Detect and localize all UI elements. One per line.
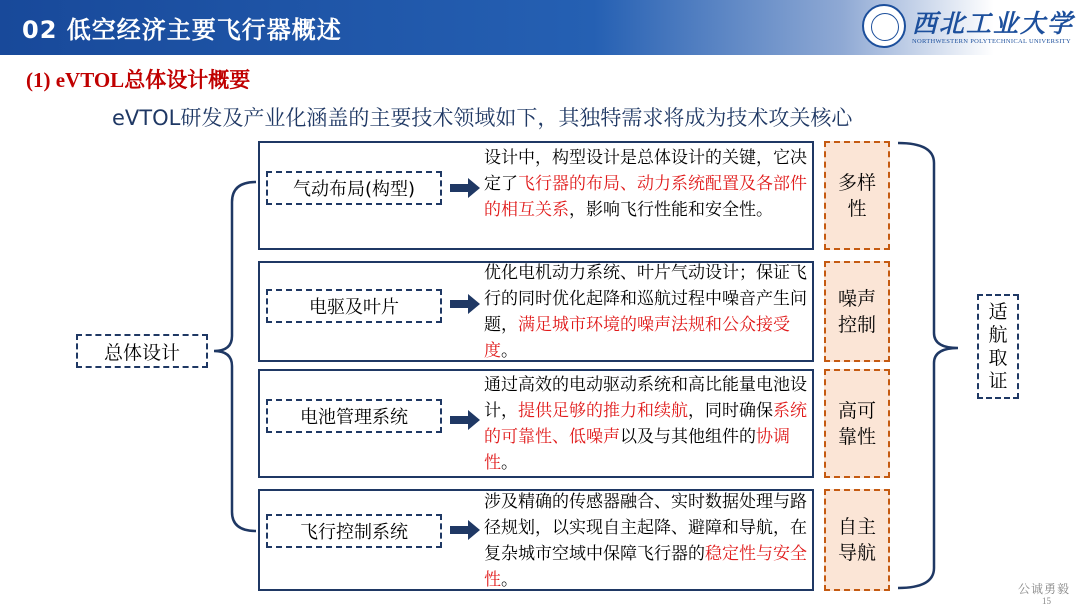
row-label-aero-layout: 气动布局(构型) <box>266 171 442 205</box>
row-desc-electric-drive <box>484 260 810 364</box>
row-label-battery-management: 电池管理系统 <box>266 399 442 433</box>
highlight-text: 稳定性与安全性 <box>484 544 807 590</box>
root-node-overall-design: 总体设计 <box>76 334 208 368</box>
desc-text: 。 <box>501 341 518 361</box>
highlight-text: 提供足够的推力和续航 <box>518 401 688 421</box>
desc-text: 。 <box>501 570 518 590</box>
tag-label: 多样性 <box>837 171 876 220</box>
desc-text: 通过高效的电动驱动系统和高比能量电池设计， <box>484 375 807 421</box>
side-node-airworthiness <box>977 294 1019 399</box>
desc-text: 设计中，构型设计是总体设计的关键，它决定了 <box>484 148 807 194</box>
section-title: (1) eVTOL总体设计概要 <box>26 68 251 92</box>
tag-diversity <box>824 141 890 250</box>
desc-text: ，同时确保 <box>688 401 773 421</box>
desc-text: ，影响飞行性能和安全性。 <box>569 200 773 220</box>
row-label-electric-drive: 电驱及叶片 <box>266 289 442 323</box>
row-desc-battery-management <box>484 372 810 476</box>
desc-text: 优化电机动力系统、叶片气动设计；保证飞行的同时优化起降和巡航过程中噪音产生问题， <box>484 263 807 335</box>
highlight-text: 飞行器的布局、动力系统配置及各部件的相互关系 <box>484 174 807 220</box>
tag-label: 高可靠性 <box>837 399 876 448</box>
tag-high-reliability <box>824 369 890 478</box>
university-logo-english: NORTHWESTERN POLYTECHNICAL UNIVERSITY <box>912 38 1071 45</box>
highlight-text: 协调性 <box>484 427 790 473</box>
tag-label: 噪声控制 <box>837 287 876 336</box>
left-brace <box>214 182 256 531</box>
slide-title: 02 低空经济主要飞行器概述 <box>22 16 342 44</box>
tag-noise-control <box>824 261 890 362</box>
side-label: 适航取证 <box>988 300 1008 392</box>
university-logo-name: 西北工业大学 <box>912 9 1075 38</box>
row-desc-aero-layout <box>484 145 810 223</box>
watermark-text: 公诚勇毅 <box>1018 582 1071 596</box>
tag-label: 自主导航 <box>837 516 876 564</box>
highlight-text: 满足城市环境的噪声法规和公众接受度 <box>484 315 790 361</box>
row-label-flight-control: 飞行控制系统 <box>266 514 442 548</box>
desc-text: 涉及精确的传感器融合、实时数据处理与路径规划，以实现自主起降、避障和导航，在复杂城市空域中保障飞行器的 <box>484 492 807 564</box>
desc-text: 。 <box>501 453 518 473</box>
desc-text: 以及与其他组件的 <box>620 427 756 447</box>
row-desc-flight-control <box>484 489 810 593</box>
right-brace <box>898 143 958 588</box>
highlight-text: 系统的可靠性、低噪声 <box>484 401 807 447</box>
page-number: 15 <box>1042 596 1051 606</box>
tag-autonomous-navigation <box>824 489 890 591</box>
slide-subtitle: eVTOL研发及产业化涵盖的主要技术领域如下，其独特需求将成为技术攻关核心 <box>112 106 853 130</box>
